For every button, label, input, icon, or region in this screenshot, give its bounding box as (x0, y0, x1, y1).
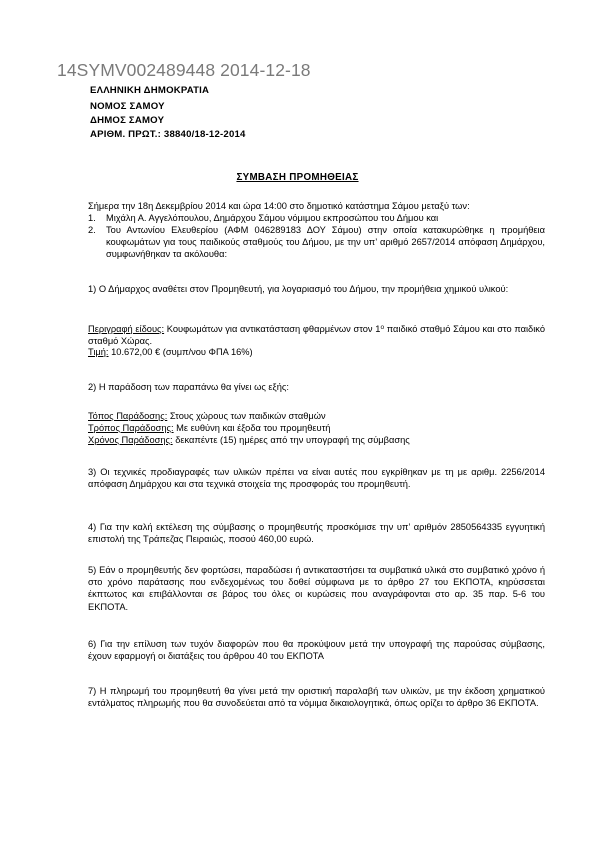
party-text: Μιχάλη Α. Αγγελόπουλου, Δημάρχου Σάμου νόμιμου εκπροσώπου του Δήμου και (106, 213, 439, 223)
document-stamp: 14SYMV002489448 2014-12-18 (57, 60, 311, 80)
delivery-time-label: Χρόνος Παράδοσης: (88, 435, 173, 445)
description-paragraph (88, 322, 545, 347)
description-text-a: Κουφωμάτων για αντικατάσταση φθαρμένων στον 1 (164, 324, 381, 334)
delivery-method-value: Με ευθύνη και έξοδα του προμηθευτή (173, 423, 331, 433)
price-value: 10.672,00 € (συμπ/νου ΦΠΑ 16%) (108, 347, 253, 357)
clause-3: 3) Οι τεχνικές προδιαγραφές των υλικών πρέπει να είναι αυτές που εγκρίθηκαν με τη με αριθμ. 2256/2014 απόφαση Δημάρχου και στα τεχνικά στοιχεία της προσφοράς του προμηθευτή. (88, 467, 545, 490)
clause-2: 2) Η παράδοση των παραπάνω θα γίνει ως εξής: (88, 382, 289, 392)
delivery-place-label: Τόπος Παράδοσης: (88, 411, 168, 421)
party-text: Του Αντωνίου Ελευθερίου (ΑΦΜ 046289183 ΔΟΥ Σάμου) στην οποία κατακυρώθηκε η προμήθεια κουφωμάτων για τους παιδικούς σταθμούς του Δήμου, με την υπ’ αριθμό 2657/2014 απόφαση Δημάρχου, συμφωνήθηκαν τα ακόλουθα: (106, 225, 545, 260)
clause-1: 1) Ο Δήμαρχος αναθέτει στον Προμηθευτή, για λογαριασμό του Δήμου, την προμήθεια χημικού υλικού: (88, 284, 509, 294)
delivery-place-value: Στους χώρους των παιδικών σταθμών (167, 411, 326, 421)
clause-7: 7) Η πληρωμή του προμηθευτή θα γίνει μετά την οριστική παραλαβή των υλικών, με την έκδοση χρηματικού εντάλματος πληρωμής που θα συνοδεύεται από τα νόμιμα δικαιολογητικά, όπως ορίζει το άρθρο 36 ΕΚΠΟΤΑ. (88, 686, 545, 709)
header-prefecture: ΝΟΜΟΣ ΣΑΜΟΥ (90, 101, 165, 112)
party-number: 2. (88, 225, 96, 235)
description-text-b: παιδικό σταθμό Σάμου και στο παιδικό σταθμό Χώρας. (88, 324, 545, 347)
clause-6: 6) Για την επίλυση των τυχόν διαφορών που θα προκύψουν μετά την υπογραφή της παρούσας σύμβασης, έχουν εφαρμογή οι διατάξεις του άρθρου 40 του ΕΚΠΟΤΑ (88, 639, 545, 662)
header-country: ΕΛΛΗΝΙΚΗ ΔΗΜΟΚΡΑΤΙΑ (90, 85, 210, 96)
clause-5: 5) Εάν ο προμηθευτής δεν φορτώσει, παραδώσει ή αντικαταστήσει τα συμβατικά υλικά στο συμβατικό χρόνο ή στο χρόνο παράτασης που ενδεχομένως του δοθεί σύμφωνα με το άρθρο 27 του ΕΚΠΟΤΑ, κηρύσσεται έκπτωτος και επιβάλλονται σε βάρος του όλες οι κυρώσεις που αναγράφονται στο αρ. 35 παρ. 5-6 του ΕΚΠΟΤΑ. (88, 565, 545, 612)
document-title: ΣΥΜΒΑΣΗ ΠΡΟΜΗΘΕΙΑΣ (236, 172, 359, 183)
price-line (88, 346, 545, 358)
intro-paragraph: Σήμερα την 18η Δεκεμβρίου 2014 και ώρα 14:00 στο δημοτικό κατάστημα Σάμου μεταξύ των: (88, 201, 470, 211)
delivery-method-label: Τρόπος Παράδοσης: (88, 423, 174, 433)
description-label: Περιγραφή είδους: (88, 324, 165, 334)
delivery-method (88, 422, 545, 434)
price-label: Τιμή: (88, 347, 109, 357)
party-item (88, 224, 545, 261)
delivery-time-value: δεκαπέντε (15) ημέρες από την υπογραφή της σύμβασης (172, 435, 410, 445)
party-item (88, 212, 545, 224)
delivery-time (88, 434, 545, 446)
party-number: 1. (88, 213, 96, 223)
header-municipality: ΔΗΜΟΣ ΣΑΜΟΥ (90, 115, 165, 126)
clause-4: 4) Για την καλή εκτέλεση της σύμβασης ο προμηθευτής προσκόμισε την υπ’ αριθμόν 2850564335 εγγυητική επιστολή της Τράπεζας Πειραιώς, ποσού 460,00 ευρώ. (88, 522, 545, 545)
delivery-place (88, 410, 545, 422)
description-superscript: ο (380, 324, 385, 331)
header-protocol-number: ΑΡΙΘΜ. ΠΡΩΤ.: 38840/18-12-2014 (90, 129, 246, 140)
